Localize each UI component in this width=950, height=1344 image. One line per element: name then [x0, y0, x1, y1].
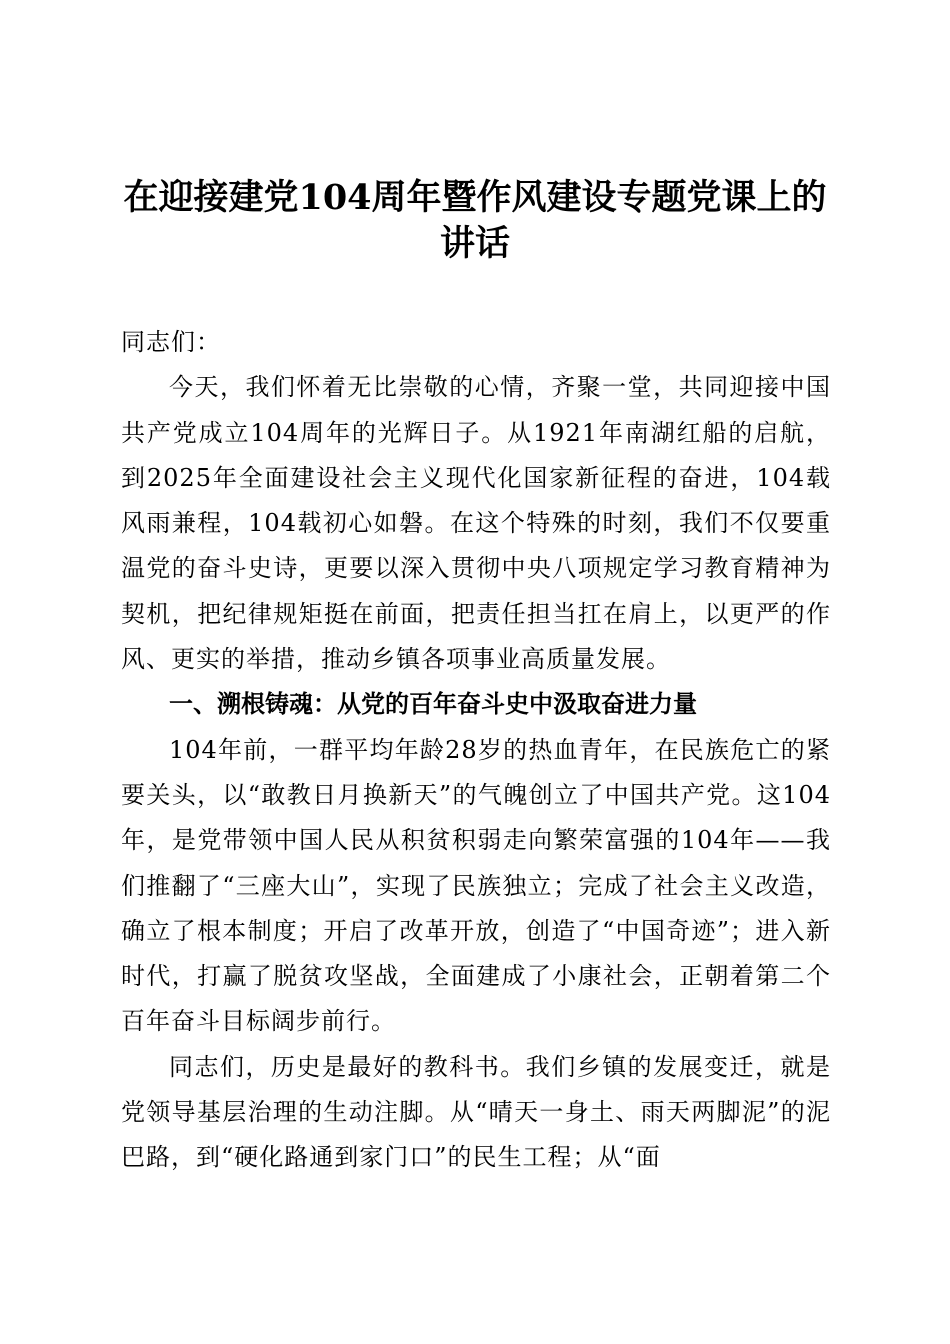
title-line-1: 在迎接建党104周年暨作风建设专题党课上的 — [123, 177, 827, 218]
paragraph-intro: 今天，我们怀着无比崇敬的心情，齐聚一堂，共同迎接中国共产党成立104周年的光辉日子。从1921年南湖红船的启航，到2025年全面建设社会主义现代化国家新征程的奋进，104载风雨兼程，104载初心如磐。在这个特殊的时刻，我们不仅要重温党的奋斗史诗，更要以深入贯彻中央八项规定学习教育精神为契机，把纪律规矩挺在前面，把责任担当扛在肩上，以更严的作风、更实的举措，推动乡镇各项事业高质量发展。 — [121, 373, 831, 674]
salutation: 同志们： — [121, 328, 221, 356]
document-title — [100, 175, 850, 267]
document-body — [121, 320, 831, 1181]
paragraph-township: 同志们，历史是最好的教科书。我们乡镇的发展变迁，就是党领导基层治理的生动注脚。从“晴天一身土、雨天两脚泥”的泥巴路，到“硬化路通到家门口”的民生工程；从“面 — [121, 1052, 831, 1172]
section-heading: 一、溯根铸魂：从党的百年奋斗史中汲取奋进力量 — [169, 690, 697, 719]
title-line-2: 讲话 — [439, 223, 510, 264]
paragraph-history: 104年前，一群平均年龄28岁的热血青年，在民族危亡的紧要关头，以“敢教日月换新天”的气魄创立了中国共产党。这104年，是党带领中国人民从积贫积弱走向繁荣富强的104年——我们推翻了“三座大山”，实现了民族独立；完成了社会主义改造，确立了根本制度；开启了改革开放，创造了“中国奇迹”；进入新时代，打赢了脱贫攻坚战，全面建成了小康社会，正朝着第二个百年奋斗目标阔步前行。 — [121, 735, 831, 1036]
